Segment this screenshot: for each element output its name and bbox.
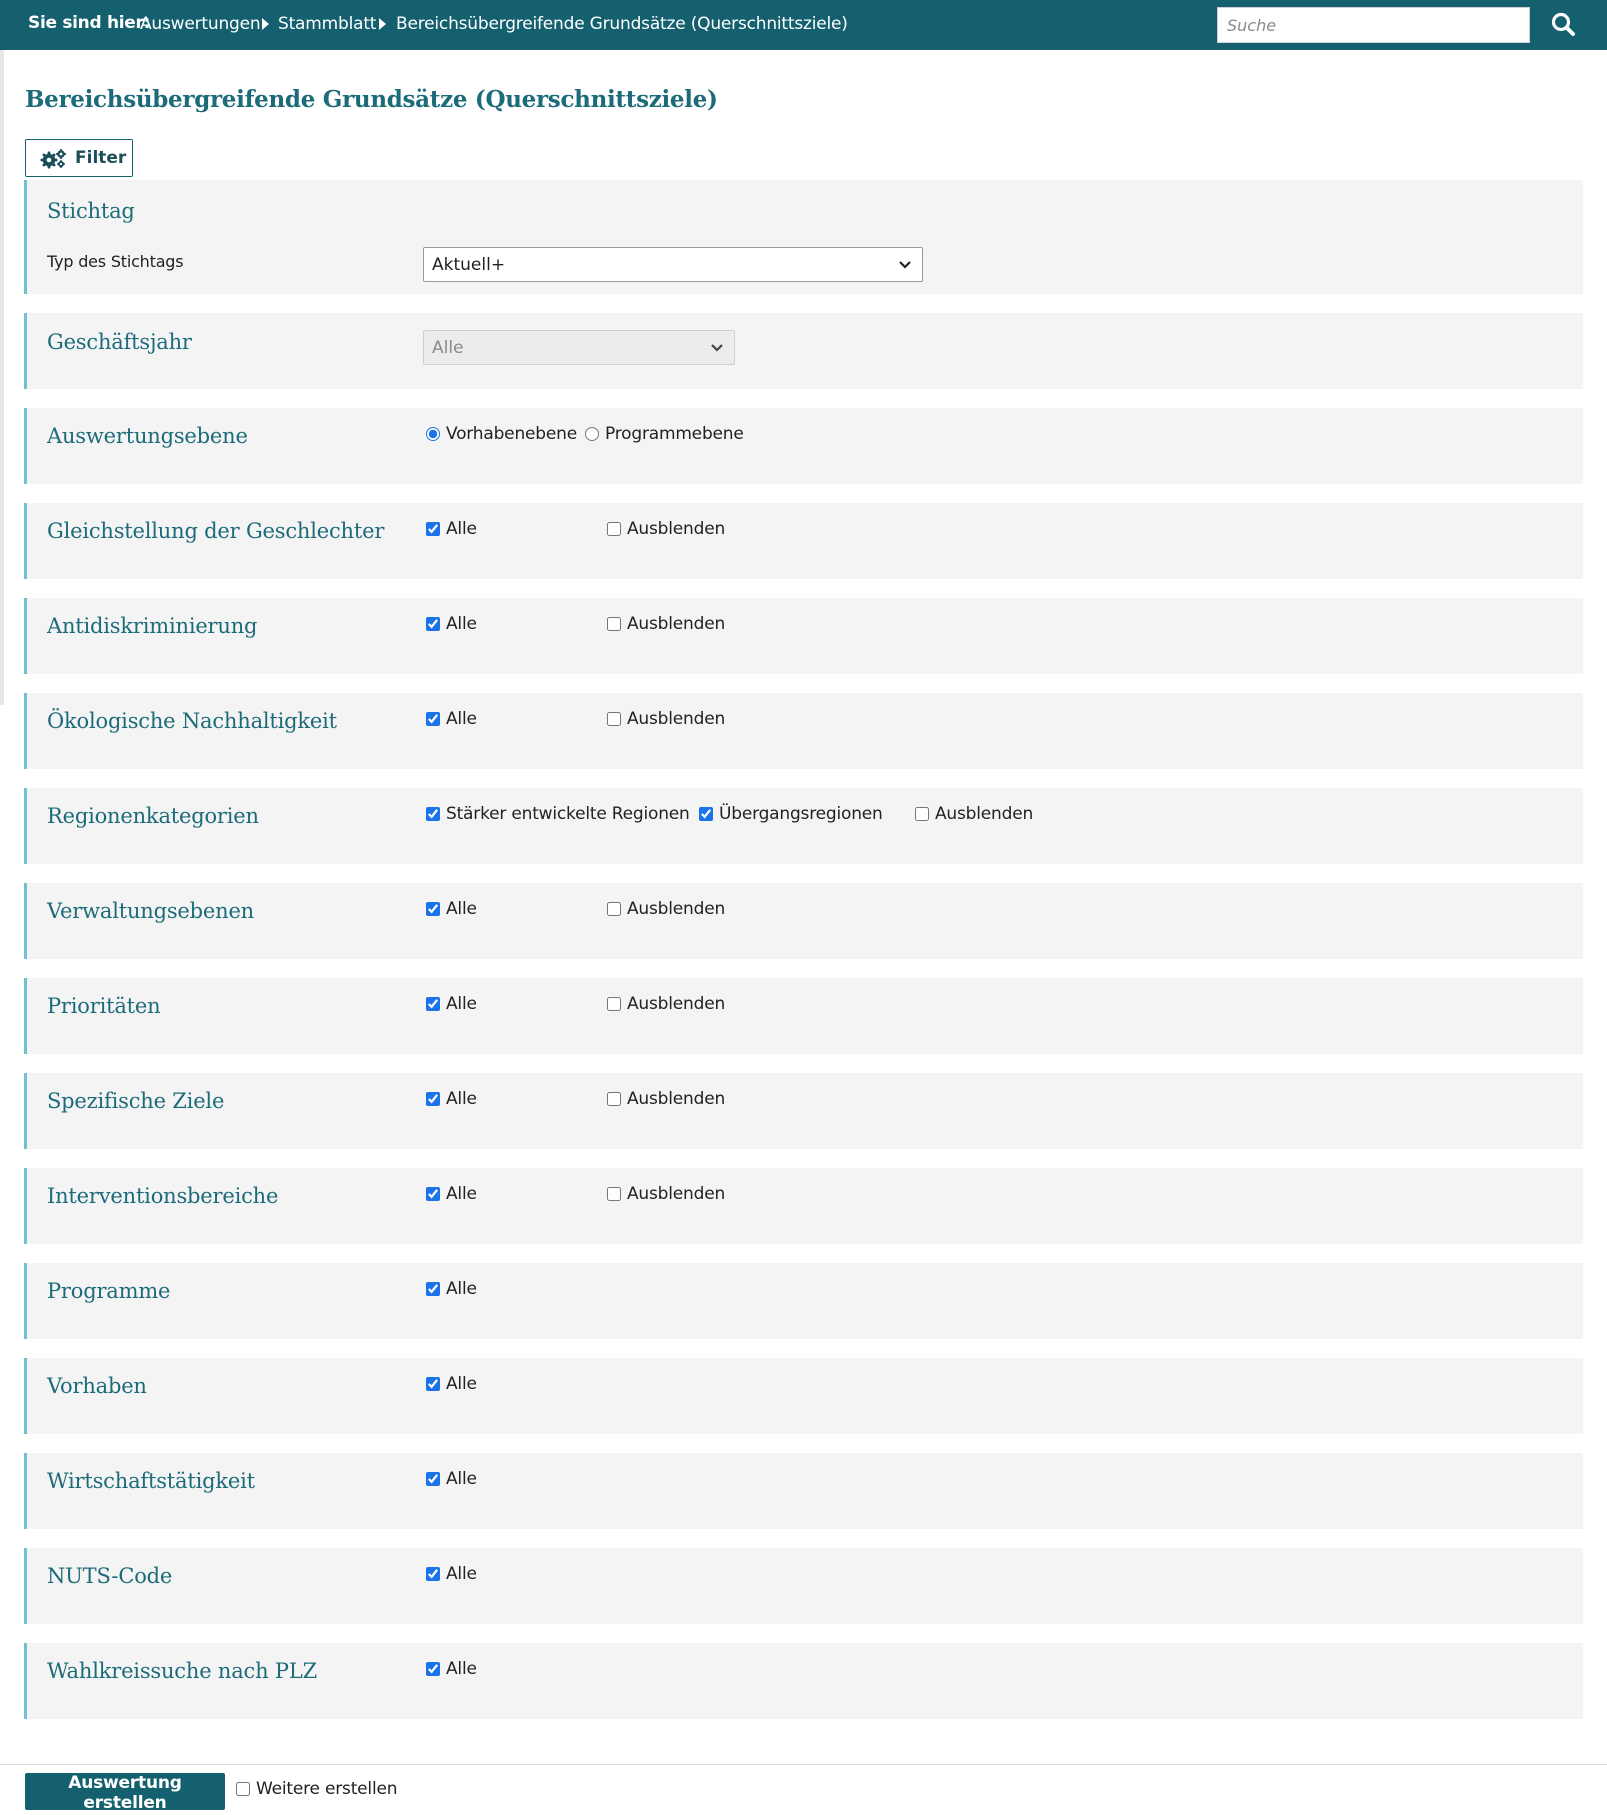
section-verwaltungsebenen — [24, 883, 1583, 959]
option-label: Ausblenden — [935, 804, 1034, 824]
option-label: Ausblenden — [627, 1184, 726, 1204]
checkbox-input[interactable] — [236, 1782, 250, 1796]
filter-button[interactable] — [25, 139, 133, 177]
breadcrumb-caret-icon — [262, 18, 269, 30]
section-title: Wahlkreissuche nach PLZ — [47, 1659, 317, 1683]
option-label: Übergangsregionen — [719, 804, 883, 824]
breadcrumb-caret-icon — [379, 18, 386, 30]
checkbox-input[interactable] — [426, 997, 440, 1011]
checkbox-input[interactable] — [426, 1567, 440, 1581]
checkbox-ausblenden[interactable] — [607, 1089, 725, 1109]
section-title: Regionenkategorien — [47, 804, 259, 828]
checkbox-input[interactable] — [699, 807, 713, 821]
checkbox-ausblenden[interactable] — [607, 614, 725, 634]
option-label: Alle — [446, 1279, 477, 1299]
option-label: Programmebene — [605, 424, 744, 444]
option-label: Ausblenden — [627, 614, 726, 634]
geschaeftsjahr-value: Alle — [432, 338, 464, 358]
filter-button-label: Filter — [75, 148, 127, 168]
create-report-button[interactable]: Auswertung erstellen — [25, 1773, 225, 1810]
section-wahlkreissuche-nach-plz — [24, 1643, 1583, 1719]
section-spezifische-ziele — [24, 1073, 1583, 1149]
checkbox-input[interactable] — [426, 1187, 440, 1201]
gears-icon — [40, 149, 68, 169]
section-nuts-code — [24, 1548, 1583, 1624]
checkbox-input[interactable] — [426, 522, 440, 536]
breadcrumb-item-current: Bereichsübergreifende Grundsätze (Querschnittsziele) — [396, 14, 848, 34]
section-gleichstellung-der-geschlechter — [24, 503, 1583, 579]
chevron-down-icon — [898, 257, 912, 271]
checkbox-alle[interactable] — [426, 1279, 477, 1299]
option-label: Alle — [446, 1469, 477, 1489]
section-regionenkategorien — [24, 788, 1583, 864]
checkbox-input[interactable] — [607, 617, 621, 631]
option-label: Alle — [446, 1659, 477, 1679]
checkbox-input[interactable] — [426, 1377, 440, 1391]
section-title: Wirtschaftstätigkeit — [47, 1469, 255, 1493]
checkbox-alle[interactable] — [426, 1184, 477, 1204]
checkbox-ausblenden[interactable] — [915, 804, 1033, 824]
section-stichtag — [24, 180, 1583, 294]
search-input[interactable] — [1217, 7, 1530, 43]
checkbox-input[interactable] — [426, 617, 440, 631]
breadcrumb-item-auswertungen[interactable]: Auswertungen — [140, 14, 261, 34]
section-title: Verwaltungsebenen — [47, 899, 254, 923]
section-prioritaten — [24, 978, 1583, 1054]
section-geschaeftsjahr — [24, 313, 1583, 389]
checkbox-alle[interactable] — [426, 994, 477, 1014]
checkbox-input[interactable] — [607, 1187, 621, 1201]
checkbox-ausblenden[interactable] — [607, 709, 725, 729]
checkbox-input[interactable] — [426, 1472, 440, 1486]
checkbox-alle[interactable] — [426, 899, 477, 919]
section-title: NUTS-Code — [47, 1564, 173, 1588]
search-icon — [1550, 11, 1578, 39]
checkbox-starker-entwickelte-regionen[interactable] — [426, 804, 690, 824]
section-title: Gleichstellung der Geschlechter — [47, 519, 385, 543]
option-label: Alle — [446, 1564, 477, 1584]
footer-divider — [0, 1764, 1607, 1765]
checkbox-alle[interactable] — [426, 709, 477, 729]
section-auswertungsebene — [24, 408, 1583, 484]
option-label: Ausblenden — [627, 899, 726, 919]
left-rule — [0, 50, 4, 705]
stichtag-type-value: Aktuell+ — [432, 255, 506, 275]
option-label: Alle — [446, 614, 477, 634]
section-interventionsbereiche — [24, 1168, 1583, 1244]
option-label: Stärker entwickelte Regionen — [446, 804, 690, 824]
section-antidiskriminierung — [24, 598, 1583, 674]
checkbox-alle[interactable] — [426, 1469, 477, 1489]
checkbox-input[interactable] — [426, 712, 440, 726]
option-label: Alle — [446, 709, 477, 729]
stichtag-type-select[interactable] — [423, 247, 923, 282]
option-label: Ausblenden — [627, 1089, 726, 1109]
option-label: Ausblenden — [627, 994, 726, 1014]
section-title: Interventionsbereiche — [47, 1184, 279, 1208]
checkbox-input[interactable] — [607, 997, 621, 1011]
checkbox-input[interactable] — [915, 807, 929, 821]
radio-vorhabenebene[interactable] — [426, 424, 577, 444]
section-vorhaben — [24, 1358, 1583, 1434]
stichtag-type-label: Typ des Stichtags — [47, 252, 184, 271]
breadcrumb-item-stammblatt[interactable]: Stammblatt — [278, 14, 377, 34]
section-title: Ökologische Nachhaltigkeit — [47, 709, 337, 733]
checkbox-input[interactable] — [607, 902, 621, 916]
checkbox-alle[interactable] — [426, 1564, 477, 1584]
checkbox-input[interactable] — [426, 1282, 440, 1296]
checkbox-input[interactable] — [426, 807, 440, 821]
breadcrumb-label: Sie sind hier: — [28, 13, 151, 33]
option-label: Alle — [446, 1089, 477, 1109]
radio-input[interactable] — [585, 427, 599, 441]
section-okologische-nachhaltigkeit — [24, 693, 1583, 769]
checkbox-ausblenden[interactable] — [607, 994, 725, 1014]
option-label: Vorhabenebene — [446, 424, 577, 444]
chevron-down-icon — [710, 340, 724, 354]
checkbox-ubergangsregionen[interactable] — [699, 804, 883, 824]
section-title: Prioritäten — [47, 994, 161, 1018]
option-label: Weitere erstellen — [256, 1779, 398, 1799]
more-create-checkbox[interactable] — [236, 1779, 397, 1799]
checkbox-alle[interactable] — [426, 614, 477, 634]
section-wirtschaftstatigkeit — [24, 1453, 1583, 1529]
checkbox-input[interactable] — [426, 1662, 440, 1676]
search-button[interactable] — [1550, 11, 1578, 39]
checkbox-input[interactable] — [426, 902, 440, 916]
option-label: Alle — [446, 519, 477, 539]
section-title: Antidiskriminierung — [47, 614, 258, 638]
radio-programmebene[interactable] — [585, 424, 744, 444]
option-label: Alle — [446, 994, 477, 1014]
checkbox-input[interactable] — [607, 712, 621, 726]
checkbox-ausblenden[interactable] — [607, 519, 725, 539]
option-label: Alle — [446, 1374, 477, 1394]
geschaeftsjahr-select[interactable] — [423, 330, 735, 365]
option-label: Alle — [446, 899, 477, 919]
checkbox-input[interactable] — [426, 1092, 440, 1106]
page-title: Bereichsübergreifende Grundsätze (Querschnittsziele) — [25, 86, 718, 113]
section-programme — [24, 1263, 1583, 1339]
checkbox-ausblenden[interactable] — [607, 1184, 725, 1204]
option-label: Alle — [446, 1184, 477, 1204]
checkbox-alle[interactable] — [426, 1659, 477, 1679]
section-title: Auswertungsebene — [47, 424, 248, 448]
top-bar — [0, 0, 1607, 50]
option-label: Ausblenden — [627, 519, 726, 539]
section-title: Spezifische Ziele — [47, 1089, 225, 1113]
radio-input[interactable] — [426, 427, 440, 441]
checkbox-ausblenden[interactable] — [607, 899, 725, 919]
checkbox-input[interactable] — [607, 522, 621, 536]
checkbox-alle[interactable] — [426, 1374, 477, 1394]
option-label: Ausblenden — [627, 709, 726, 729]
section-title: Geschäftsjahr — [47, 330, 192, 354]
section-title: Stichtag — [47, 199, 135, 223]
checkbox-alle[interactable] — [426, 1089, 477, 1109]
checkbox-alle[interactable] — [426, 519, 477, 539]
section-title: Programme — [47, 1279, 171, 1303]
section-title: Vorhaben — [47, 1374, 147, 1398]
checkbox-input[interactable] — [607, 1092, 621, 1106]
